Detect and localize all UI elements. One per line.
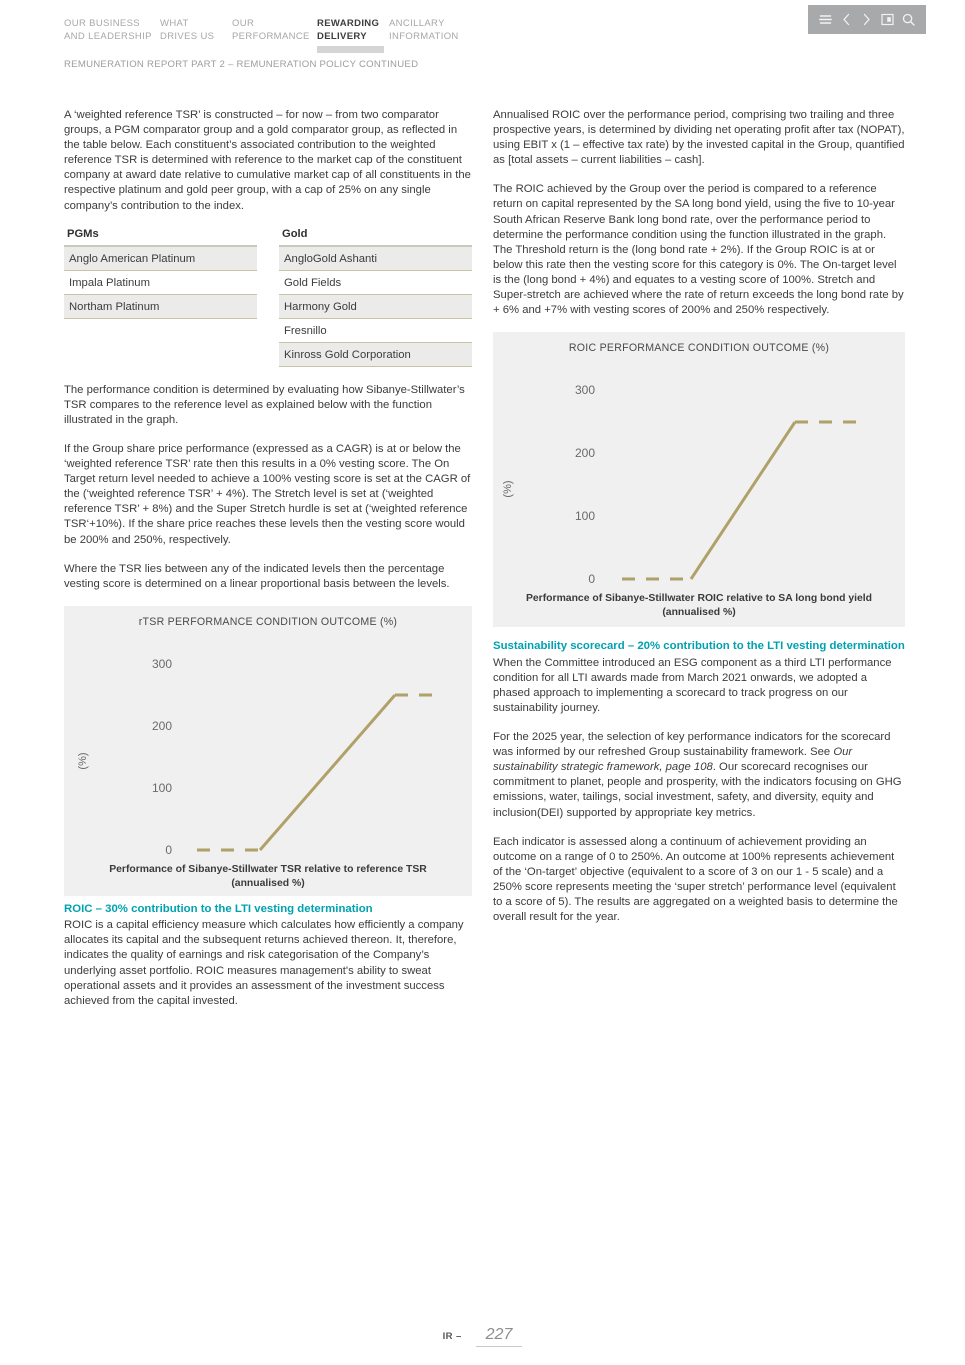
nav-item-line2: DRIVES US xyxy=(160,31,215,42)
gold-column-header: Gold xyxy=(279,228,472,247)
paragraph-roic-definition: ROIC is a capital efficiency measure which calculates how efficiently a company allocates its capital and the subsequent returns achieved thereon. It, therefore, indicates the quality of earnings and risk categorisation of the Company’s underlying asset portfolio. ROIC measures management's ability to sweat operational assets and it provides an assessment of the investment success achieved from the capital invested. xyxy=(64,919,464,1007)
paragraph-annualised-roic: Annualised ROIC over the performance period, comprising two trailing and three prospective years, is determined by dividing net operating profit after tax (NOPAT), using EBIT x (1 – effective tax rate) by the invested capital in the Group, quantified as [total assets – current liabilities – cash]. xyxy=(493,109,905,167)
page-number: 227 xyxy=(476,1326,523,1347)
table-row: Northam Platinum xyxy=(64,295,257,319)
reader-toolbar xyxy=(808,5,926,34)
nav-item-line1: REWARDING xyxy=(317,18,380,29)
rtsr-performance-chart xyxy=(64,606,472,896)
paragraph-2025-kpis xyxy=(493,730,905,821)
comparator-groups-table xyxy=(64,228,472,367)
rtsr-chart-x-axis-label: Performance of Sibanye-Stillwater TSR relative to reference TSR (annualised %) xyxy=(109,863,427,889)
heading-roic-contribution: ROIC – 30% contribution to the LTI vesting determination xyxy=(64,902,373,915)
page-footer xyxy=(0,1326,965,1347)
roic-ytick-300: 300 xyxy=(574,383,595,398)
rtsr-ytick-0: 0 xyxy=(165,842,172,857)
gold-column xyxy=(279,228,472,367)
nav-item-rewarding-delivery[interactable] xyxy=(317,17,389,43)
paragraph-esg-component: When the Committee introduced an ESG component as a third LTI performance condition for all LTI awards made from March 2021 onwards, we adopted a phased approach to implementing a scorecard to track progress on our sustainability journey. xyxy=(493,656,892,714)
menu-icon[interactable] xyxy=(818,12,833,27)
paragraph-weighted-reference-tsr: A ‘weighted reference TSR’ is constructed – for now – from two comparator groups, a PGM comparator group and a gold comparator group, as reflected in the table below. Each constituent’s associated contribution to the weighted reference TSR is determined with reference to the market cap of the constituent company at award date relative to cumulative market cap of all constituents in the respective platinum and gold peer group, with a cap of 25% on any single company’s contribution to the index. xyxy=(64,109,471,212)
bookmark-icon[interactable] xyxy=(880,12,895,27)
left-column xyxy=(64,108,472,1023)
table-row: Gold Fields xyxy=(279,271,472,295)
nav-item-what-drives-us[interactable] xyxy=(160,17,232,43)
heading-sustainability-scorecard: Sustainability scorecard – 20% contribution to the LTI vesting determination xyxy=(493,640,905,653)
table-row: Anglo American Platinum xyxy=(64,247,257,271)
paragraph-roic-reference-return: The ROIC achieved by the Group over the period is compared to a reference return on capital represented by the SA long bond yield, using the five to 10-year South African Reserve Bank long bond rate, over the performance period to determine the performance condition using the function illustrated in the graph. The Threshold return is the (long bond rate + 2%). If the Group ROIC is at or below this rate then the vesting score for this category is 0%. The On-target level is the (long bond + 4%) and equates to a vesting score of 100%. Stretch and Super-stretch are achieved where the rate of return exceeds the long bond rate by + 6% and +7% with vesting scores of 200% and 250% respectively. xyxy=(493,183,904,317)
pgm-column-header: PGMs xyxy=(64,228,257,247)
nav-item-line2: AND LEADERSHIP xyxy=(64,31,152,42)
paragraph-performance-condition: The performance condition is determined by evaluating how Sibanye-Stillwater’s TSR compares to the reference level as explained below with the function illustrated in the graph. xyxy=(64,383,465,426)
search-icon[interactable] xyxy=(901,12,916,27)
roic-ytick-0: 0 xyxy=(588,572,595,587)
right-column xyxy=(493,108,905,939)
rtsr-y-axis-label: (%) xyxy=(77,752,89,770)
nav-item-our-performance[interactable] xyxy=(232,17,317,43)
roic-ytick-100: 100 xyxy=(574,509,595,524)
nav-item-line2: DELIVERY xyxy=(317,31,367,42)
nav-item-line2: INFORMATION xyxy=(389,31,459,42)
section-nav xyxy=(64,17,479,43)
table-row: AngloGold Ashanti xyxy=(279,247,472,271)
rtsr-chart-title: rTSR PERFORMANCE CONDITION OUTCOME (%) xyxy=(138,615,398,628)
paragraph-indicator-continuum: Each indicator is assessed along a continuum of achievement providing an outcome on a range of 0 to 250%. An outcome at 100% represents achievement of the ‘On-target’ objective (equivalent to a score of 3 on our 1 - 5 scale) and a 250% score represents meeting the ‘super stretch’ performance level (equivalent to a score of 5). The results are aggregated on a weighted basis to determine the overall result for the year. xyxy=(493,835,898,924)
footer-ir-label: IR – xyxy=(442,1331,462,1342)
roic-chart-x-axis-label: Performance of Sibanye-Stillwater ROIC relative to SA long bond yield (annualised %) xyxy=(525,593,873,619)
table-row: Kinross Gold Corporation xyxy=(279,343,472,367)
rtsr-ytick-100: 100 xyxy=(151,780,172,795)
nav-item-line1: OUR xyxy=(232,18,255,29)
paragraph-linear-proportional: Where the TSR lies between any of the indicated levels then the percentage vesting score is determined on a linear proportional basis between the levels. xyxy=(64,562,450,590)
kpi-reference-italic: Our sustainability strategic framework, page 108 xyxy=(493,746,853,774)
nav-item-line2: PERFORMANCE xyxy=(232,31,310,42)
nav-item-line1: ANCILLARY xyxy=(389,18,445,29)
nav-item-ancillary-information[interactable] xyxy=(389,17,479,43)
roic-y-axis-label: (%) xyxy=(502,480,514,498)
table-row: Harmony Gold xyxy=(279,295,472,319)
paragraph-share-price-performance: If the Group share price performance (expressed as a CAGR) is at or below the ‘weighted reference TSR’ rate then this results in a 0% vesting score. The On Target return level needed to achieve a 100% vesting score is set at the CAGR of the (‘weighted reference TSR’ + 4%). The Stretch level is set at (‘weighted reference TSR’ + 8%) and the Super Stretch hurdle is set at (‘weighted reference TSR‘+10%). If the share price reaches these levels then the vesting score would be 200% and 250%, respectively. xyxy=(64,442,471,546)
roic-series-linear-ramp xyxy=(691,422,795,579)
rtsr-ytick-200: 200 xyxy=(151,718,172,733)
nav-item-our-business-and-leadership[interactable] xyxy=(64,17,160,43)
rtsr-ytick-300: 300 xyxy=(151,656,172,671)
next-page-icon[interactable] xyxy=(859,12,874,27)
rtsr-series-linear-ramp xyxy=(260,695,395,850)
roic-chart-plot xyxy=(493,354,905,592)
pgm-column xyxy=(64,228,257,367)
roic-chart-title: ROIC PERFORMANCE CONDITION OUTCOME (%) xyxy=(568,342,830,355)
breadcrumb: REMUNERATION REPORT PART 2 – REMUNERATION POLICY CONTINUED xyxy=(64,59,419,70)
rtsr-chart-plot xyxy=(64,628,472,863)
table-row: Fresnillo xyxy=(279,319,472,343)
previous-page-icon[interactable] xyxy=(839,12,854,27)
roic-performance-chart xyxy=(493,332,905,627)
roic-ytick-200: 200 xyxy=(574,446,595,461)
nav-item-line1: WHAT xyxy=(160,18,189,29)
table-row: Impala Platinum xyxy=(64,271,257,295)
kpi-text-a: For the 2025 year, the selection of key performance indicators for the scorecard was informed by our refreshed Group sustainability framework. See xyxy=(493,731,891,759)
kpi-text-b: . Our scorecard recognises our commitment to planet, people and prosperity, with the indicators focusing on GHG emissions, water, tailings, social investment, safety, and diversity, equity and inclusion(DEI) supported by appropriate key metrics. xyxy=(493,761,902,819)
nav-item-line1: OUR BUSINESS xyxy=(64,18,140,29)
